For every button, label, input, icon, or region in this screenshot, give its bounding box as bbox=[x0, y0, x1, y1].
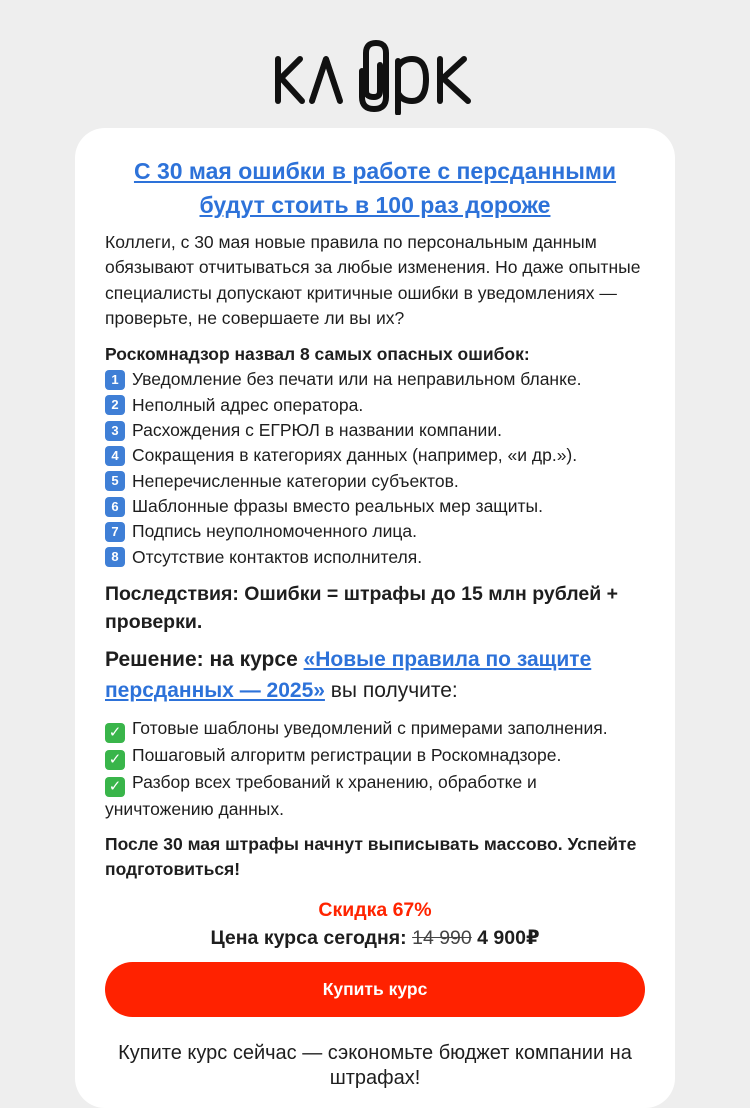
price-line bbox=[105, 924, 645, 952]
check-mark-icon: ✓ bbox=[105, 723, 125, 743]
list-item bbox=[105, 716, 645, 743]
number-3-icon: 3 bbox=[105, 421, 125, 441]
headline-link[interactable]: С 30 мая ошибки в работе с персданными будут стоить в 100 раз дороже bbox=[133, 158, 617, 218]
solution-text bbox=[105, 644, 645, 706]
benefit-text: Разбор всех требований к хранению, обработке и уничтожению данных. bbox=[105, 771, 537, 819]
benefits-list bbox=[105, 716, 645, 822]
price-label: Цена курса сегодня: bbox=[210, 926, 413, 949]
warning-text: После 30 мая штрафы начнут выписывать массово. Успейте подготовиться! bbox=[105, 834, 637, 880]
number-2-icon: 2 bbox=[105, 395, 125, 415]
solution-label: Решение: на курсе bbox=[105, 647, 304, 671]
number-1-icon: 1 bbox=[105, 370, 125, 390]
list-item bbox=[105, 770, 645, 822]
list-item bbox=[105, 367, 645, 392]
list-item-text: Шаблонные фразы вместо реальных мер защиты. bbox=[132, 495, 543, 516]
list-item bbox=[105, 418, 645, 443]
list-item-text: Сокращения в категориях данных (например, «и др.»). bbox=[132, 445, 578, 466]
number-7-icon: 7 bbox=[105, 522, 125, 542]
brand-logo[interactable] bbox=[0, 30, 750, 120]
errors-title: Роскомнадзор назвал 8 самых опасных ошибок: bbox=[105, 344, 530, 365]
list-item bbox=[105, 393, 645, 418]
list-item-text: Отсутствие контактов исполнителя. bbox=[132, 546, 423, 567]
email-card bbox=[75, 128, 675, 1108]
intro-text: Коллеги, с 30 мая новые правила по персональным данным обязывают отчитываться за любые изменения. Но даже опытные специалисты допускают критичные ошибки в уведомлениях — проверьте, не совершаете ли вы их? bbox=[105, 232, 641, 328]
list-item-text: Уведомление без печати или на неправильном бланке. bbox=[132, 369, 582, 390]
number-5-icon: 5 bbox=[105, 471, 125, 491]
list-item-text: Неперечисленные категории субъектов. bbox=[132, 470, 459, 491]
list-item bbox=[105, 743, 645, 770]
old-price: 14 990 bbox=[412, 926, 472, 949]
new-price: 4 900₽ bbox=[477, 926, 540, 949]
course-link[interactable]: «Новые правила по защите персданных — 2025» bbox=[105, 647, 592, 702]
benefit-text: Пошаговый алгоритм регистрации в Роскомнадзоре. bbox=[132, 744, 562, 765]
buy-course-button[interactable]: Купить курс bbox=[105, 962, 645, 1017]
number-8-icon: 8 bbox=[105, 547, 125, 567]
errors-list bbox=[105, 367, 645, 569]
list-item bbox=[105, 443, 645, 468]
benefit-text: Готовые шаблоны уведомлений с примерами заполнения. bbox=[132, 717, 608, 738]
list-item bbox=[105, 545, 645, 570]
list-item bbox=[105, 494, 645, 519]
number-6-icon: 6 bbox=[105, 497, 125, 517]
list-item bbox=[105, 469, 645, 494]
list-item-text: Неполный адрес оператора. bbox=[132, 394, 364, 415]
number-4-icon: 4 bbox=[105, 446, 125, 466]
list-item bbox=[105, 519, 645, 544]
check-mark-icon: ✓ bbox=[105, 750, 125, 770]
klerk-logo-icon bbox=[274, 35, 476, 115]
consequence-text: Последствия: Ошибки = штрафы до 15 млн рублей + проверки. bbox=[105, 582, 619, 633]
list-item-text: Подпись неуполномоченного лица. bbox=[132, 521, 417, 542]
list-item-text: Расхождения с ЕГРЮЛ в названии компании. bbox=[132, 420, 502, 441]
footer-text: Купите курс сейчас — сэкономьте бюджет компании на штрафах! bbox=[118, 1041, 632, 1089]
check-mark-icon: ✓ bbox=[105, 777, 125, 797]
discount-badge: Скидка 67% bbox=[318, 898, 432, 921]
solution-suffix: вы получите: bbox=[324, 678, 458, 702]
